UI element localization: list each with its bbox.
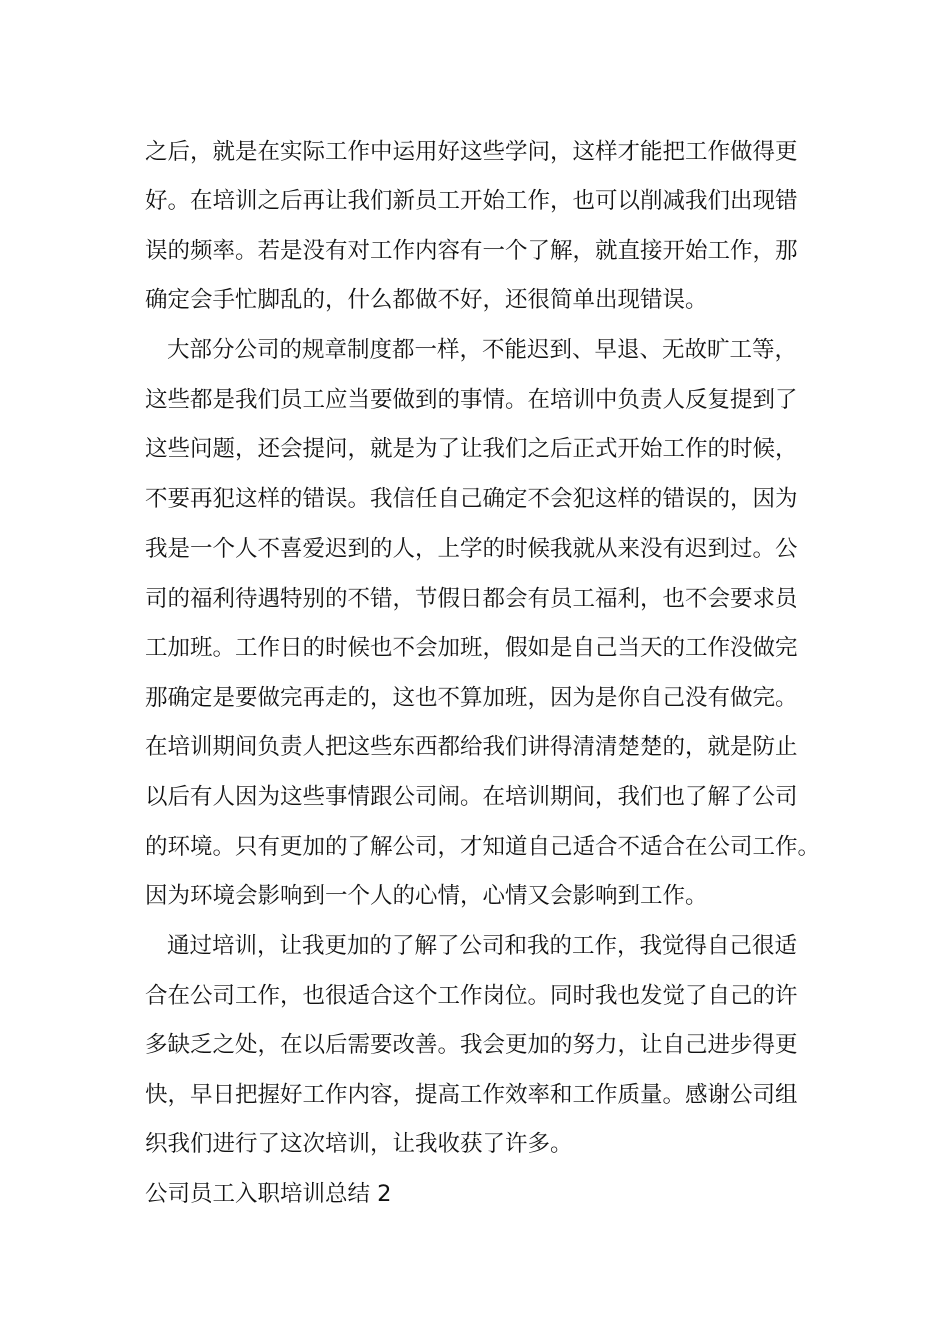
text-line: 司的福利待遇特别的不错，节假日都会有员工福利，也不会要求员 xyxy=(145,586,798,612)
text-line: 快，早日把握好工作内容，提高工作效率和工作质量。感谢公司组 xyxy=(145,1082,798,1108)
text-line: 好。在培训之后再让我们新员工开始工作，也可以削减我们出现错 xyxy=(145,188,798,214)
text-line: 因为环境会影响到一个人的心情，心情又会影响到工作。 xyxy=(145,883,708,909)
text-line: 多缺乏之处，在以后需要改善。我会更加的努力，让自己进步得更 xyxy=(145,1032,798,1058)
text-line: 的环境。只有更加的了解公司，才知道自己适合不适合在公司工作。 xyxy=(145,834,821,860)
text-line: 合在公司工作，也很适合这个工作岗位。同时我也发觉了自己的许 xyxy=(145,983,798,1009)
text-line: 大部分公司的规章制度都一样，不能迟到、早退、无故旷工等， xyxy=(167,337,798,363)
section-heading: 公司员工入职培训总结 2 xyxy=(145,1181,392,1207)
text-line: 不要再犯这样的错误。我信任自己确定不会犯这样的错误的，因为 xyxy=(145,486,798,512)
text-line: 之后，就是在实际工作中运用好这些学问，这样才能把工作做得更 xyxy=(145,139,798,165)
text-line: 确定会手忙脚乱的，什么都做不好，还很简单出现错误。 xyxy=(145,287,708,313)
text-line: 工加班。工作日的时候也不会加班，假如是自己当天的工作没做完 xyxy=(145,635,798,661)
text-line: 这些都是我们员工应当要做到的事情。在培训中负责人反复提到了 xyxy=(145,387,798,413)
text-line: 在培训期间负责人把这些东西都给我们讲得清清楚楚的，就是防止 xyxy=(145,734,798,760)
text-line: 那确定是要做完再走的，这也不算加班，因为是你自己没有做完。 xyxy=(145,685,798,711)
text-line: 织我们进行了这次培训，让我收获了许多。 xyxy=(145,1131,573,1157)
text-line: 通过培训，让我更加的了解了公司和我的工作，我觉得自己很适 xyxy=(167,933,798,959)
text-line: 误的频率。若是没有对工作内容有一个了解，就直接开始工作，那 xyxy=(145,238,798,264)
text-line: 我是一个人不喜爱迟到的人，上学的时候我就从来没有迟到过。公 xyxy=(145,536,798,562)
text-line: 这些问题，还会提问，就是为了让我们之后正式开始工作的时候， xyxy=(145,436,798,462)
text-line: 以后有人因为这些事情跟公司闹。在培训期间，我们也了解了公司 xyxy=(145,784,798,810)
